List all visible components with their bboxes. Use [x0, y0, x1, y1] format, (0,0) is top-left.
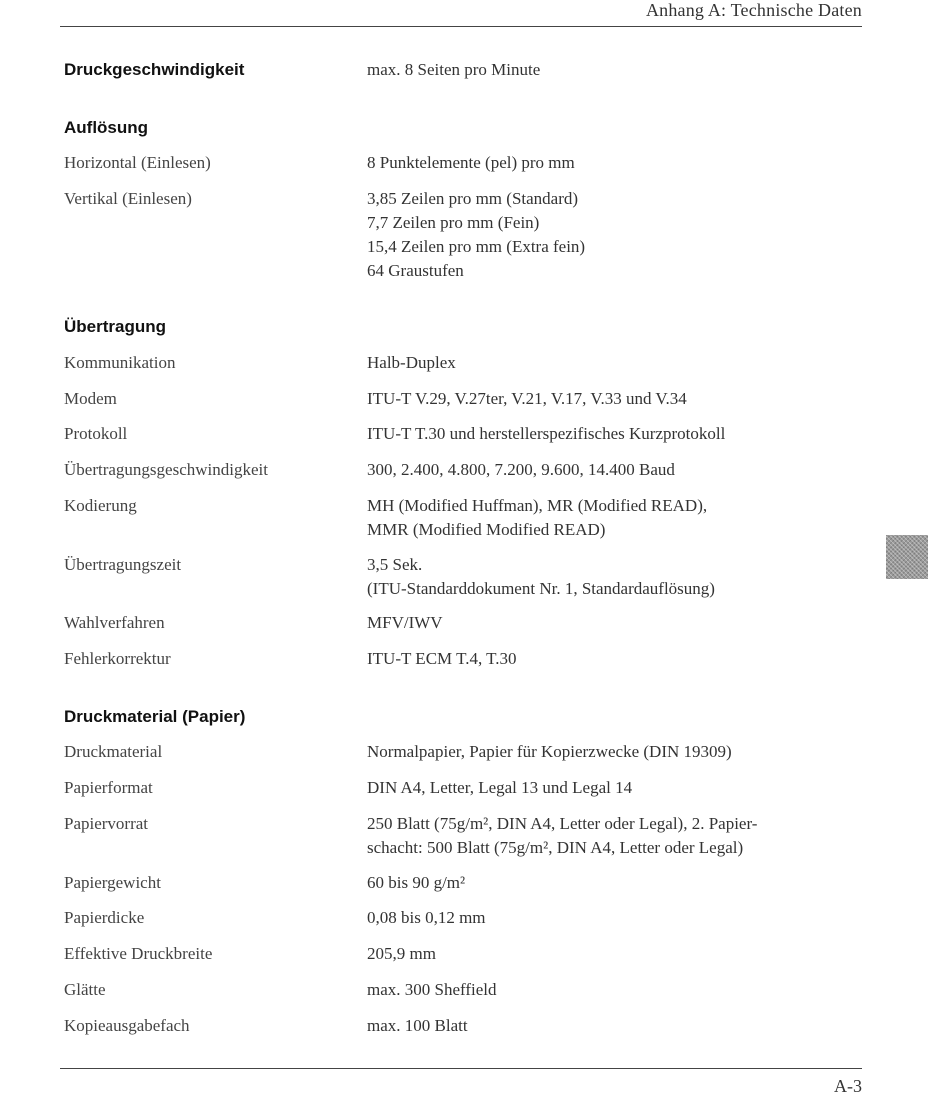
value-papierdicke	[367, 906, 486, 930]
value-line: 250 Blatt (75g/m², DIN A4, Letter oder Legal), 2. Papier-	[367, 814, 758, 833]
label-papiervorrat: Papiervorrat	[64, 814, 149, 833]
heading-druckgeschwindigkeit: Druckgeschwindigkeit	[64, 60, 245, 79]
label-vertikal: Vertikal (Einlesen)	[64, 189, 192, 208]
value-papiergewicht	[367, 871, 465, 895]
value-druckmaterial	[367, 740, 732, 764]
value-papierformat	[367, 776, 632, 800]
value-effektive-druckbreite	[367, 942, 436, 966]
value-line: (ITU-Standarddokument Nr. 1, Standardauflösung)	[367, 579, 715, 598]
value-horizontal	[367, 151, 575, 175]
footer-rule	[60, 1068, 862, 1069]
value-line: 300, 2.400, 4.800, 7.200, 9.600, 14.400 Baud	[367, 460, 675, 479]
value-line: 7,7 Zeilen pro mm (Fein)	[367, 213, 540, 232]
value-line: ITU-T ECM T.4, T.30	[367, 649, 517, 668]
label-effektive-druckbreite: Effektive Druckbreite	[64, 944, 213, 963]
value-druckgeschwindigkeit: max. 8 Seiten pro Minute	[367, 60, 541, 79]
page-number: A-3	[834, 1076, 862, 1096]
value-line: 8 Punktelemente (pel) pro mm	[367, 153, 575, 172]
label-modem: Modem	[64, 389, 117, 408]
value-line: 60 bis 90 g/m²	[367, 873, 466, 892]
label-druckmaterial: Druckmaterial	[64, 742, 163, 761]
value-wahlverfahren	[367, 611, 443, 635]
value-line: max. 300 Sheffield	[367, 980, 497, 999]
chapter-thumb-tab	[886, 535, 928, 579]
label-papierformat: Papierformat	[64, 778, 153, 797]
label-kopieausgabefach: Kopieausgabefach	[64, 1016, 190, 1035]
value-line: Halb-Duplex	[367, 353, 456, 372]
value-line: 0,08 bis 0,12 mm	[367, 908, 486, 927]
value-papiervorrat	[367, 812, 757, 860]
value-vertikal	[367, 187, 585, 283]
value-line: max. 100 Blatt	[367, 1016, 468, 1035]
label-horizontal: Horizontal (Einlesen)	[64, 153, 211, 172]
header-rule	[60, 26, 862, 27]
value-line: MMR (Modified Modified READ)	[367, 520, 606, 539]
value-line: 205,9 mm	[367, 944, 436, 963]
value-kommunikation	[367, 351, 456, 375]
label-papierdicke: Papierdicke	[64, 908, 145, 927]
value-line: 64 Graustufen	[367, 261, 464, 280]
value-line: ITU-T T.30 und herstellerspezifisches Kurzprotokoll	[367, 424, 726, 443]
value-line: MFV/IWV	[367, 613, 443, 632]
value-kodierung	[367, 494, 707, 542]
value-line: schacht: 500 Blatt (75g/m², DIN A4, Letter oder Legal)	[367, 838, 744, 857]
label-wahlverfahren: Wahlverfahren	[64, 613, 165, 632]
value-glaette	[367, 978, 497, 1002]
value-line: MH (Modified Huffman), MR (Modified READ),	[367, 496, 708, 515]
label-papiergewicht: Papiergewicht	[64, 873, 161, 892]
label-glaette: Glätte	[64, 980, 106, 999]
heading-uebertragung: Übertragung	[64, 317, 166, 336]
label-protokoll: Protokoll	[64, 424, 128, 443]
value-kopieausgabefach	[367, 1014, 468, 1038]
value-protokoll	[367, 422, 725, 446]
running-header: Anhang A: Technische Daten	[645, 0, 862, 20]
heading-aufloesung: Auflösung	[64, 118, 149, 137]
value-modem	[367, 387, 687, 411]
label-uebertragungsgeschwindigkeit: Übertragungsgeschwindigkeit	[64, 460, 268, 479]
value-uebertragungszeit	[367, 553, 715, 601]
value-line: 3,85 Zeilen pro mm (Standard)	[367, 189, 579, 208]
label-uebertragungszeit: Übertragungszeit	[64, 555, 182, 574]
value-line: ITU-T V.29, V.27ter, V.21, V.17, V.33 und V.34	[367, 389, 687, 408]
value-fehlerkorrektur	[367, 647, 517, 671]
label-kodierung: Kodierung	[64, 496, 137, 515]
value-line: 15,4 Zeilen pro mm (Extra fein)	[367, 237, 586, 256]
value-line: Normalpapier, Papier für Kopierzwecke (DIN 19309)	[367, 742, 732, 761]
value-line: DIN A4, Letter, Legal 13 und Legal 14	[367, 778, 633, 797]
label-kommunikation: Kommunikation	[64, 353, 176, 372]
label-fehlerkorrektur: Fehlerkorrektur	[64, 649, 171, 668]
heading-druckmaterial: Druckmaterial (Papier)	[64, 707, 246, 726]
value-uebertragungsgeschwindigkeit	[367, 458, 675, 482]
value-line: 3,5 Sek.	[367, 555, 423, 574]
